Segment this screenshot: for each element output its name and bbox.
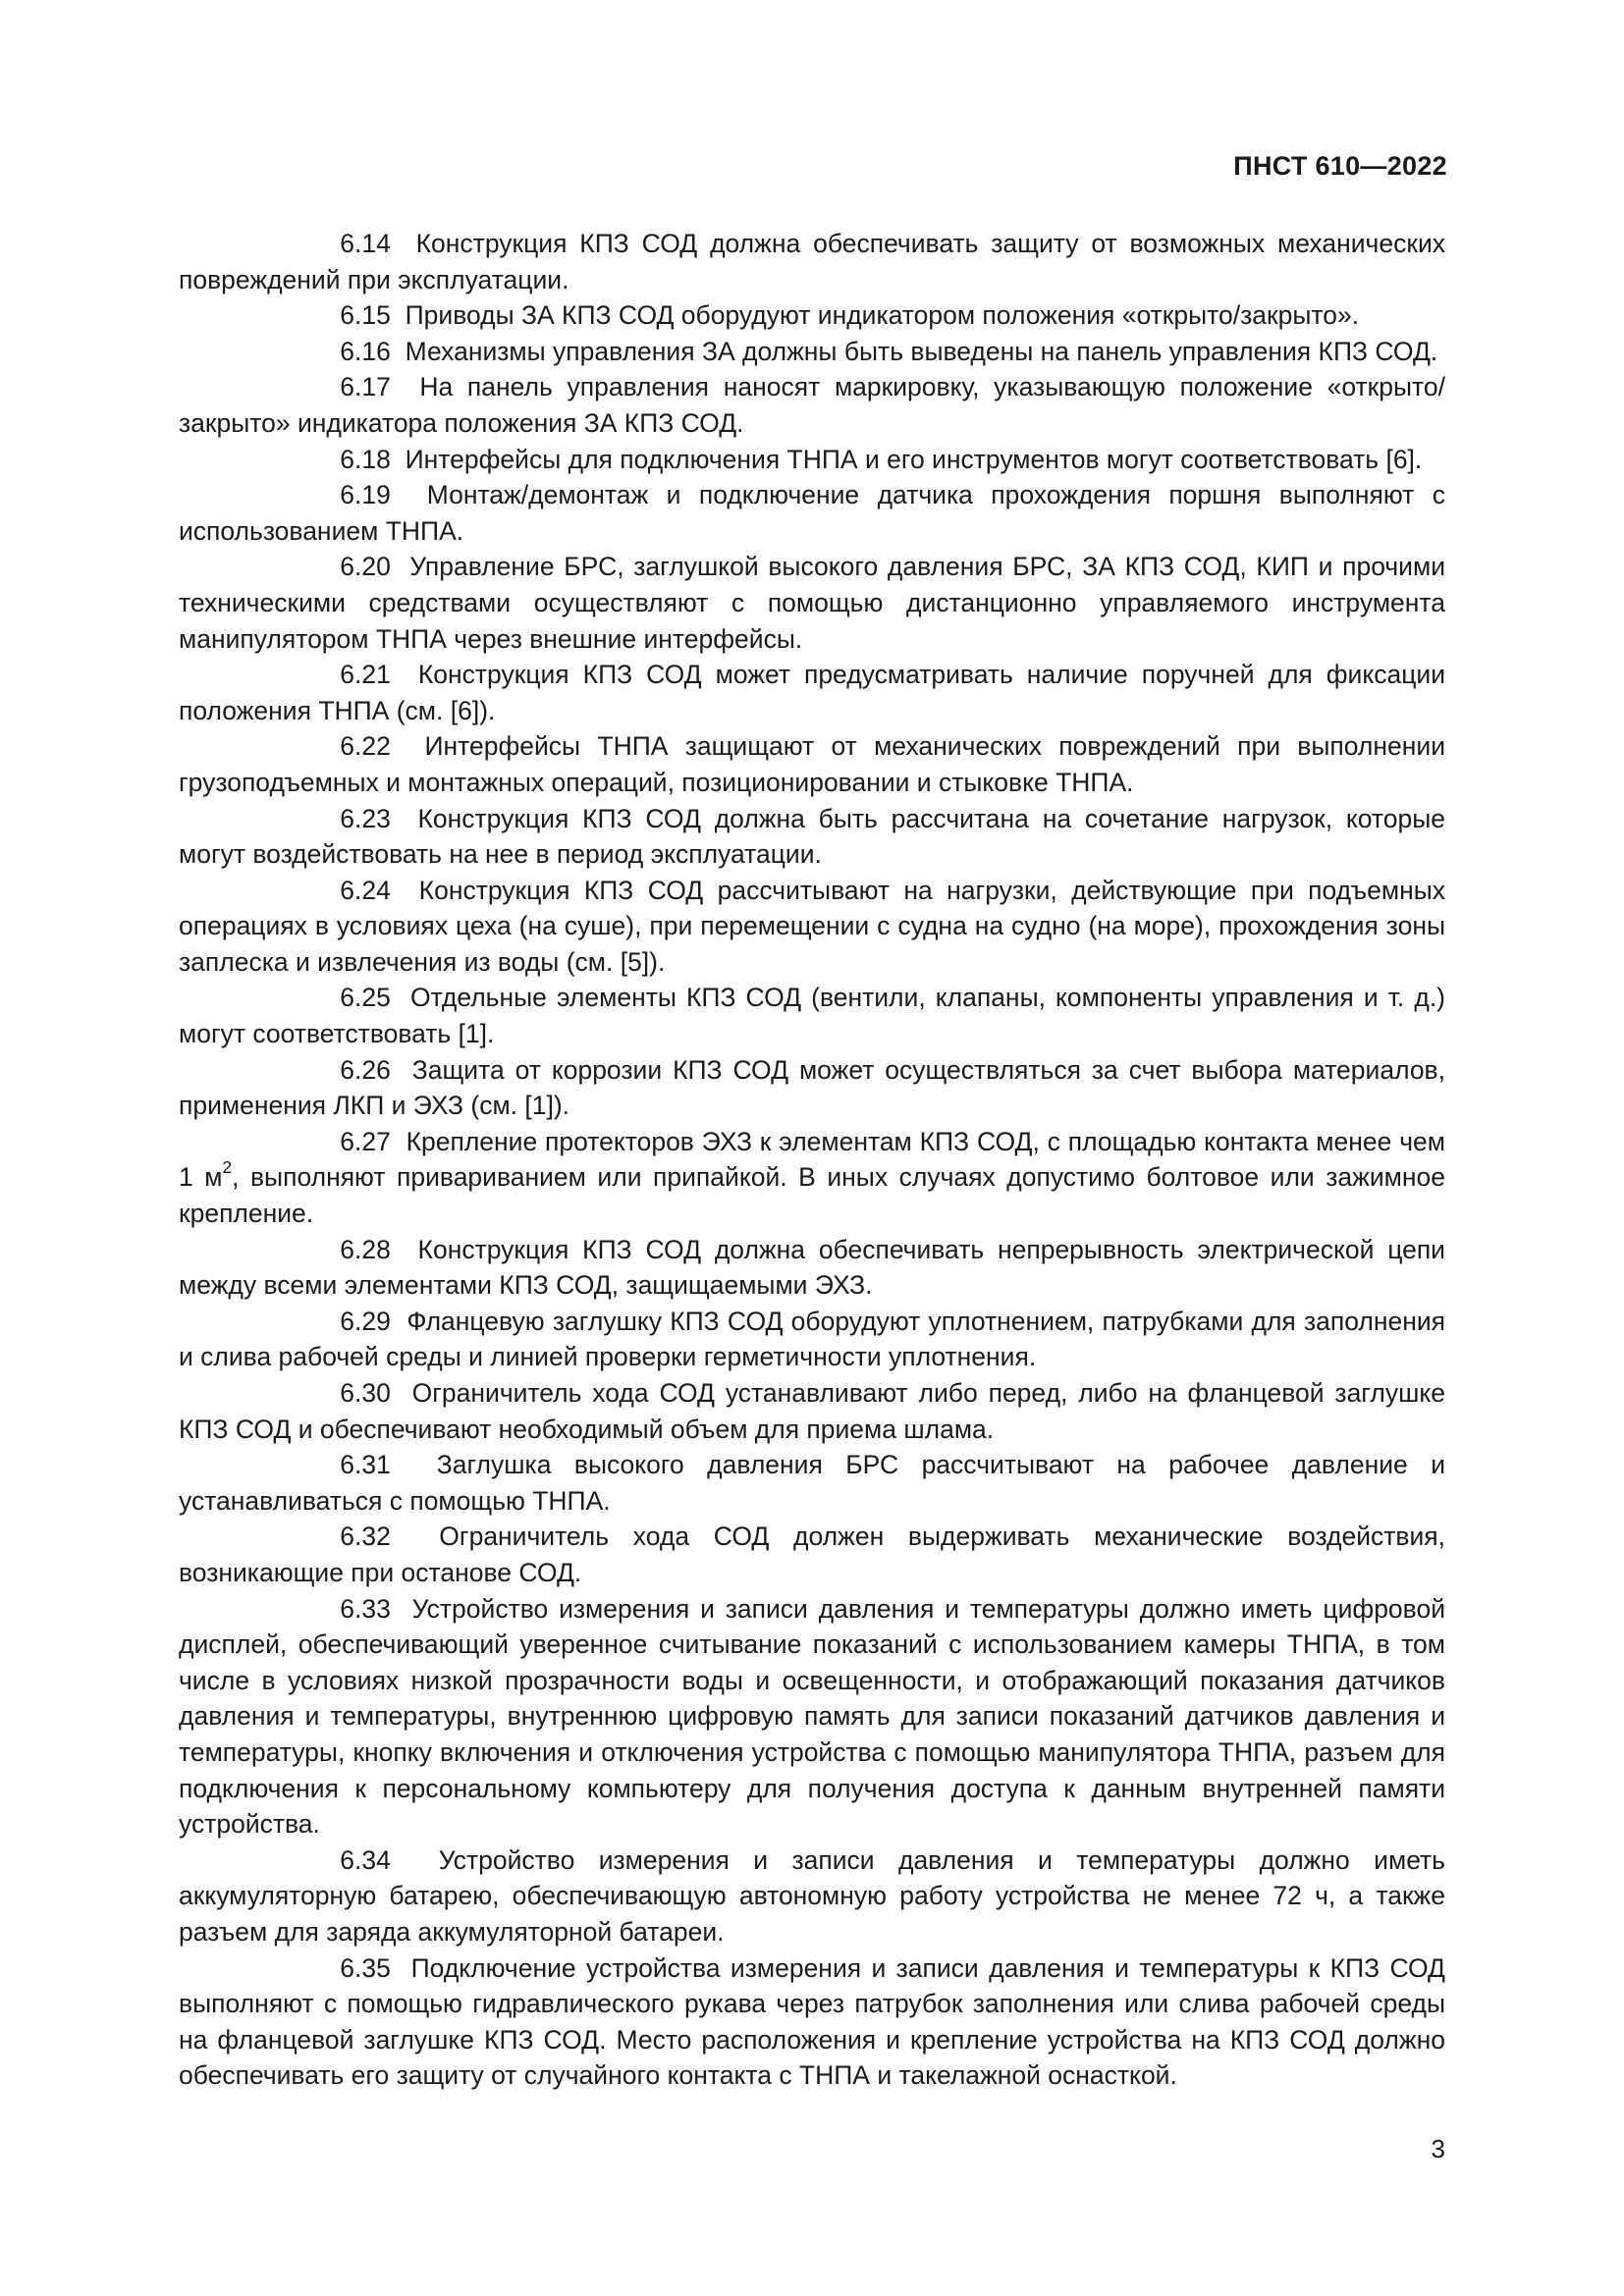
paragraph-6-26 [179,1052,1445,1124]
paragraph-text: Приводы ЗА КПЗ СОД оборудуют индикатором положения «открыто/закрыто». [405,300,1360,331]
paragraph-text: Конструкция КПЗ СОД должна обеспечивать непрерывность электрической цепи между всеми элементами КПЗ СОД, защищаемыми ЭХЗ. [179,1234,1445,1301]
paragraph-text: Защита от коррозии КПЗ СОД может осуществляться за счет выбора материалов, применения ЛКП и ЭХЗ (см. [1]). [179,1054,1446,1121]
paragraph-number: 6.14 [340,229,391,258]
paragraph-6-15 [179,297,1445,334]
paragraph-text: Крепление протекторов ЭХЗ к элементам КПЗ СОД, с площадью контакта менее чем 1 м [179,1126,1445,1193]
paragraph-6-25 [179,980,1445,1051]
paragraph-number: 6.32 [340,1522,391,1552]
paragraph-6-18 [179,442,1445,478]
paragraph-number: 6.33 [340,1593,391,1624]
paragraph-number: 6.26 [340,1054,391,1085]
paragraph-6-27 [179,1124,1445,1232]
paragraph-text: Конструкция КПЗ СОД может предусматривать наличие поручней для фиксации положения ТНПА (см. [6]). [179,660,1446,725]
paragraph-text-continued: , выполняют привариванием или припайкой. В иных случаях допустимо болтовое или зажимное крепление. [179,1162,1445,1229]
paragraph-text: Механизмы управления ЗА должны быть выведены на панель управления КПЗ СОД. [405,336,1438,366]
paragraph-number: 6.23 [340,803,391,833]
paragraph-text: Конструкция КПЗ СОД рассчитывают на нагрузки, действующие при подъемных операциях в условиях цеха (на суше), при перемещении с судна на судно (на море), прохождения зоны заплеска и извлечения из воды (см. [5]). [179,875,1446,977]
superscript: 2 [222,1157,233,1178]
paragraph-number: 6.19 [340,480,391,510]
document-body [179,226,1445,2094]
paragraph-text: Монтаж/демонтаж и подключение датчика прохождения поршня выполняют с использованием ТНПА. [179,480,1445,546]
paragraph-6-20 [179,549,1445,657]
paragraph-number: 6.31 [340,1450,391,1480]
paragraph-number: 6.15 [340,300,391,331]
paragraph-text: Интерфейсы для подключения ТНПА и его инструментов могут соответствовать [6]. [405,444,1423,474]
paragraph-6-34 [179,1842,1445,1950]
paragraph-text: Отдельные элементы КПЗ СОД (вентили, клапаны, компоненты управления и т. д.) могут соответствовать [1]. [179,983,1446,1049]
paragraph-6-22 [179,728,1445,800]
paragraph-text: Конструкция КПЗ СОД должна обеспечивать защиту от возможных механических повреждений при эксплуатации. [179,229,1445,294]
paragraph-number: 6.25 [340,983,391,1013]
paragraph-6-31 [179,1447,1445,1519]
paragraph-6-24 [179,873,1445,981]
paragraph-number: 6.34 [340,1844,391,1875]
page-number: 3 [1431,2134,1445,2163]
paragraph-text: Заглушка высокого давления БРС рассчитывают на рабочее давление и устанавливаться с помощью ТНПА. [179,1450,1445,1516]
paragraph-text: Фланцевую заглушку КПЗ СОД оборудуют уплотнением, патрубками для заполнения и слива рабочей среды и линией проверки герметичности уплотнения. [179,1306,1445,1372]
paragraph-number: 6.24 [340,875,391,905]
paragraph-text: На панель управления наносят маркировку, указывающую положение «открыто/закрыто» индикатора положения ЗА КПЗ СОД. [179,372,1445,438]
paragraph-text: Конструкция КПЗ СОД должна быть рассчитана на сочетание нагрузок, которые могут воздействовать на нее в период эксплуатации. [179,803,1445,870]
paragraph-6-14 [179,226,1445,297]
paragraph-number: 6.27 [340,1126,391,1156]
paragraph-6-21 [179,657,1445,728]
paragraph-text: Подключение устройства измерения и записи давления и температуры к КПЗ СОД выполняют с помощью гидравлического рукава через патрубок заполнения или слива рабочей среды на фланцевой заглушке КПЗ СОД. Место расположения и крепление устройства на КПЗ СОД должно обеспечивать его защиту от случайного контакта с ТНПА и такелажной оснасткой. [179,1952,1445,2091]
paragraph-6-35 [179,1950,1445,2094]
paragraph-text: Устройство измерения и записи давления и температуры должно иметь цифровой дисплей, обеспечивающий уверенное считывание показаний с использованием камеры ТНПА, в том числе в условиях низкой прозрачности воды и освещенности, и отображающий показания датчиков давления и температуры, внутреннюю цифровую память для записи показаний датчиков давления и температуры, кнопку включения и отключения устройства с помощью манипулятора ТНПА, разъем для подключения к персональному компьютеру для получения доступа к данным внутренней памяти устройства. [179,1593,1445,1840]
paragraph-6-29 [179,1304,1445,1375]
paragraph-number: 6.30 [340,1378,391,1408]
paragraph-6-30 [179,1375,1445,1447]
paragraph-number: 6.18 [340,444,391,474]
document-code: ПНСТ 610—2022 [1233,151,1447,181]
paragraph-6-33 [179,1591,1445,1842]
paragraph-6-28 [179,1232,1445,1304]
paragraph-6-32 [179,1519,1445,1590]
paragraph-text: Интерфейсы ТНПА защищают от механических повреждений при выполнении грузоподъемных и монтажных операций, позиционировании и стыковке ТНПА. [179,731,1445,797]
paragraph-number: 6.29 [340,1306,391,1336]
paragraph-number: 6.21 [340,660,391,690]
paragraph-number: 6.22 [340,731,391,762]
paragraph-text: Ограничитель хода СОД устанавливают либо перед, либо на фланцевой заглушке КПЗ СОД и обеспечивают необходимый объем для приема шлама. [179,1378,1445,1444]
paragraph-6-23 [179,801,1445,873]
paragraph-number: 6.17 [340,372,391,402]
paragraph-text: Управление БРС, заглушкой высокого давления БРС, ЗА КПЗ СОД, КИП и прочими техническими средствами осуществляют с помощью дистанционно управляемого инструмента манипулятором ТНПА через внешние интерфейсы. [179,552,1445,654]
paragraph-text: Устройство измерения и записи давления и температуры должно иметь аккумуляторную батарею, обеспечивающую автономную работу устройства не менее 72 ч, а также разъем для заряда аккумуляторной батареи. [179,1844,1445,1947]
paragraph-6-16 [179,334,1445,370]
paragraph-text: Ограничитель хода СОД должен выдерживать механические воздействия, возникающие при останове СОД. [179,1522,1445,1587]
paragraph-number: 6.20 [340,552,391,582]
paragraph-6-17 [179,369,1445,441]
paragraph-number: 6.35 [340,1952,391,1983]
paragraph-number: 6.28 [340,1234,391,1264]
paragraph-6-19 [179,477,1445,549]
paragraph-number: 6.16 [340,336,391,366]
